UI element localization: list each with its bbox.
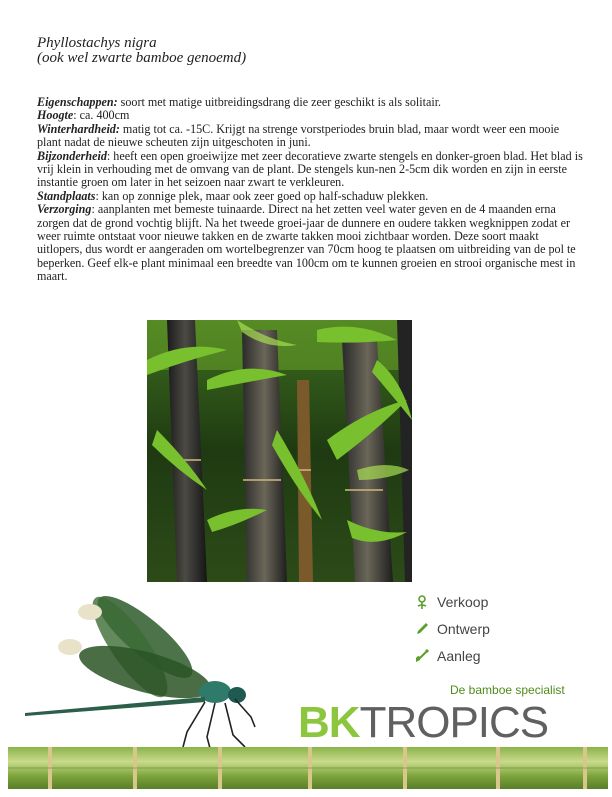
section-text: : heeft een open groeiwijze met zeer decoratieve zwarte stengels en donker-groen blad. Het blad is vrij klein in verhouding met de omvang van de plant. De stengels kun-nen 2-5cm dik worden en zijn in eerste instantie groen om later in het seizoen naar zwart te verkleuren. bbox=[37, 148, 583, 190]
section-text: soort met matige uitbreidingsdrang die zeer geschikt is als solitair. bbox=[117, 95, 442, 109]
service-label: Ontwerp bbox=[437, 620, 490, 637]
section-label: Bijzonderheid bbox=[37, 148, 107, 163]
bamboo-photo bbox=[147, 320, 412, 582]
section-label: Verzorging bbox=[37, 202, 92, 217]
section-label: Standplaats bbox=[37, 188, 96, 203]
section-hoogte bbox=[37, 109, 585, 122]
plant-description bbox=[37, 96, 585, 284]
flower-icon bbox=[414, 594, 430, 610]
section-label: Hoogte bbox=[37, 108, 74, 123]
section-bijzonderheid bbox=[37, 150, 585, 190]
shovel-icon bbox=[414, 648, 430, 664]
section-text: matig tot ca. -15C. Krijgt na strenge vorstperiodes bruin blad, maar wordt weer een mooie plant nadat de nieuwe scheuten zijn uitgeschoten in juni. bbox=[37, 121, 560, 150]
section-label: Eigenschappen: bbox=[37, 95, 118, 109]
service-item bbox=[414, 642, 490, 669]
section-text: : aanplanten met bemeste tuinaarde. Direct na het zetten veel water geven en de 4 maanden erna zorgen dat de grond vochtig blijft. Na het tweede groei-jaar de dunnere en oudere takken wegknippen zodat er weer ruimte ontstaat voor nieuwe takken en de zwarte takken mooi zichtbaar worden. Deze soort maakt uitlopers, dus wordt er aangeraden om wortelbegrenzer van 70cm hoog te plaatsen om uitbreiding van de pol te beperken. Geef elk-e plant minimaal een breedte van 100cm om te kunnen groeien en strooi organische mest in maart. bbox=[37, 202, 576, 284]
service-label: Aanleg bbox=[437, 647, 481, 664]
bamboo-photo-illustration bbox=[147, 320, 412, 582]
pencil-icon bbox=[414, 621, 430, 637]
service-item bbox=[414, 615, 490, 642]
bamboo-stalk-icon bbox=[8, 745, 608, 792]
section-eigenschappen bbox=[37, 96, 585, 109]
section-label: Winterhardheid: bbox=[37, 121, 120, 136]
section-winterhardheid bbox=[37, 123, 585, 150]
section-text: : kan op zonnige plek, maar ook zeer goed op half-schaduw plekken. bbox=[95, 188, 429, 203]
dragonfly-icon bbox=[15, 577, 260, 757]
section-standplaats bbox=[37, 190, 585, 203]
brand-tagline: De bamboe specialist bbox=[450, 683, 565, 697]
title-common-name: (ook wel zwarte bamboe genoemd) bbox=[37, 50, 247, 66]
brand-logo-bk: BK bbox=[298, 698, 360, 747]
service-label: Verkoop bbox=[437, 593, 489, 610]
brand-logo-tropics: TROPICS bbox=[359, 698, 549, 747]
page-title bbox=[37, 36, 246, 66]
services-list bbox=[414, 588, 490, 669]
brand-logo bbox=[298, 698, 548, 748]
service-item bbox=[414, 588, 490, 615]
bamboo-border-decoration bbox=[8, 745, 608, 792]
title-species: Phyllostachys nigra bbox=[37, 35, 157, 51]
section-verzorging bbox=[37, 203, 585, 283]
section-text: : ca. 400cm bbox=[73, 108, 130, 123]
dragonfly-illustration bbox=[15, 577, 260, 757]
